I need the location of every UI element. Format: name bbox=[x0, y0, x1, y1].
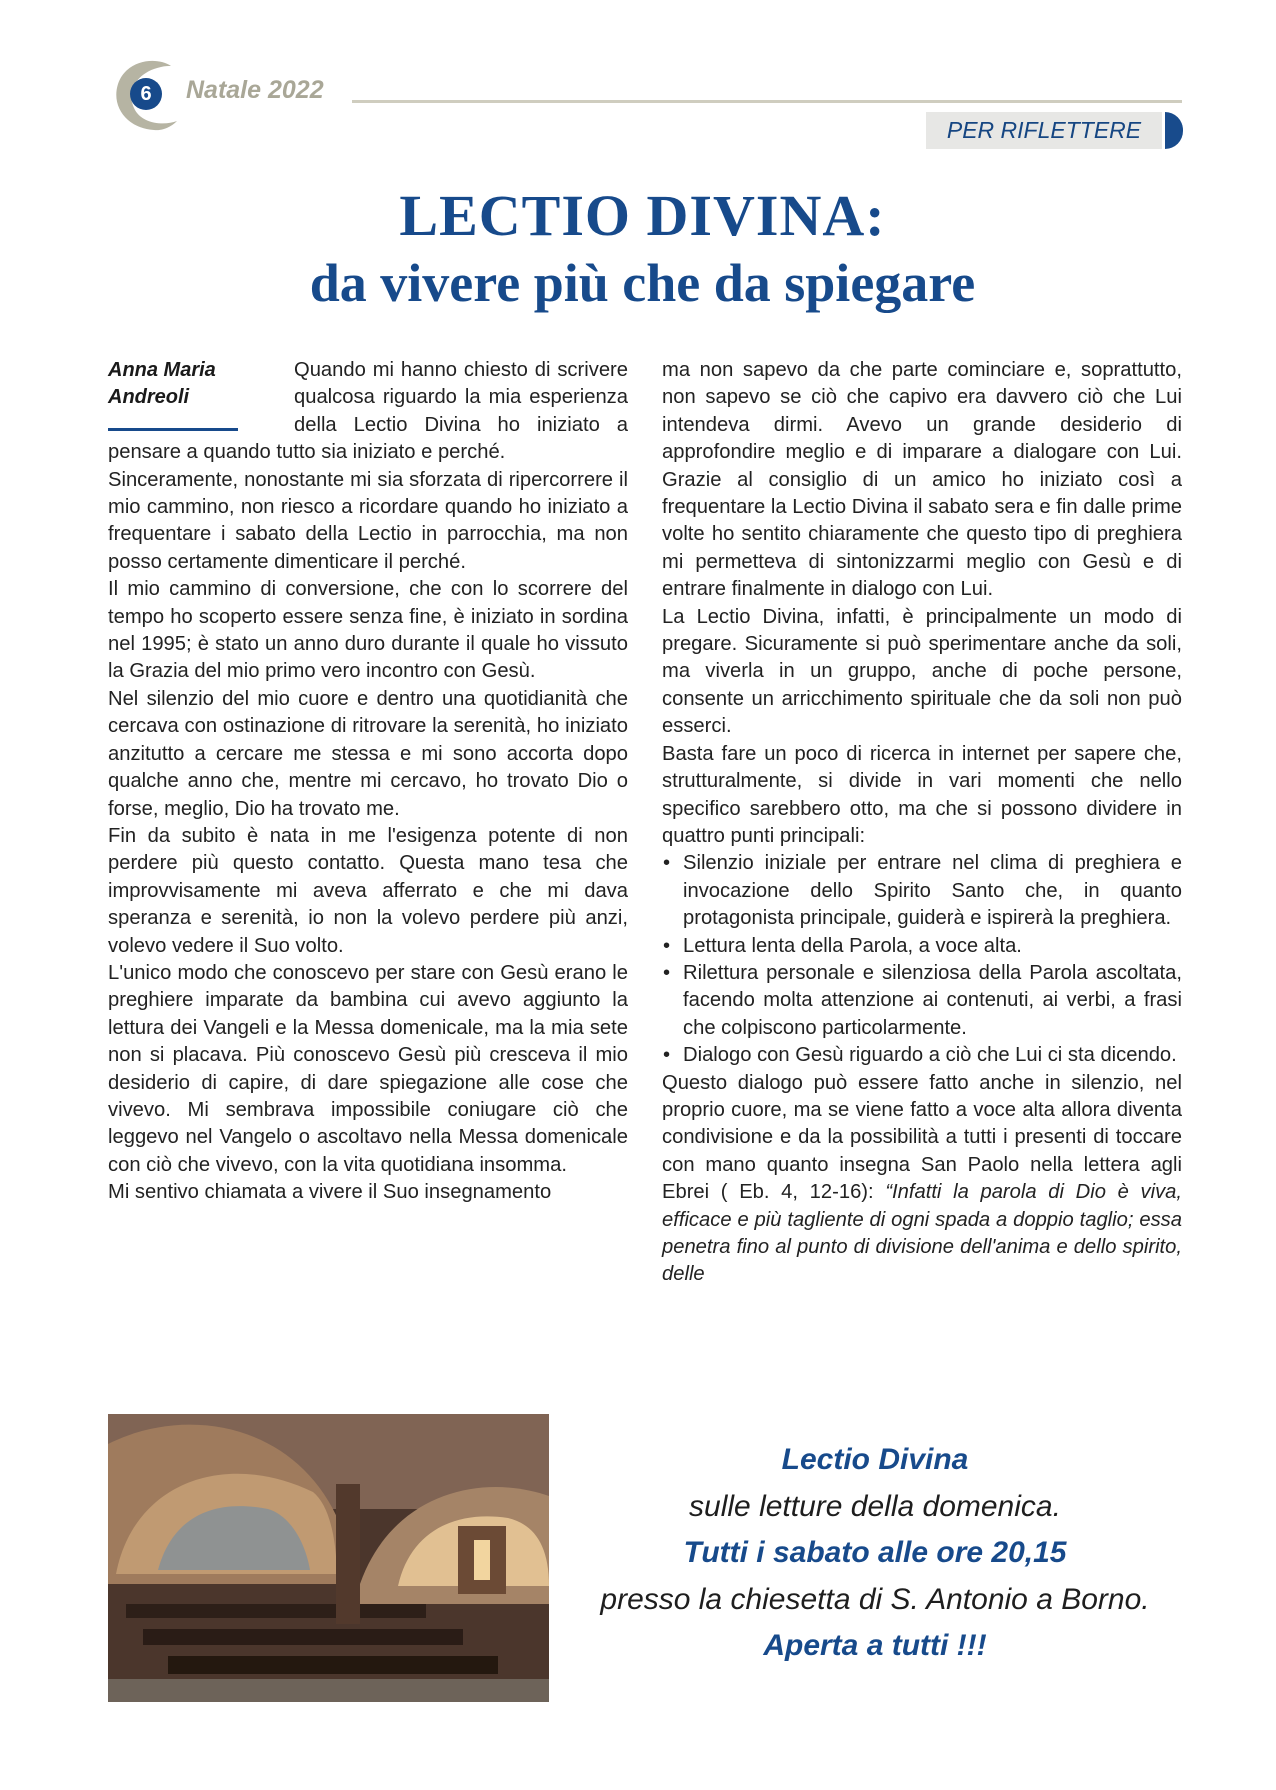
article-paragraph: Sinceramente, nonostante mi sia sforzata di ripercorrere il mio cammino, non riesco a ricordare quando ho iniziato a frequentare i sabato della Lectio in parrocchia, ma non posso certamente dimenticare il perché. bbox=[108, 468, 628, 573]
article-paragraph bbox=[662, 1070, 1182, 1289]
notice-subtitle: sulle letture della domenica. bbox=[689, 1489, 1061, 1523]
author-rule bbox=[108, 428, 238, 431]
article-subtitle: da vivere più che da spiegare bbox=[309, 253, 976, 313]
notice-open-to-all: Aperta a tutti !!! bbox=[763, 1629, 987, 1662]
article-paragraph: Nel silenzio del mio cuore e dentro una quotidianità che cercava con ostinazione di ritrovare la serenità, ho iniziato anzitutto a cercare me stessa e mi sono accorta dopo qualche anno che, mentre mi cercavo, ho trovato Dio o forse, meglio, Dio ha trovato me. bbox=[108, 687, 628, 820]
article-paragraph: Basta fare un poco di ricerca in internet per sapere che, strutturalmente, si divide in vari momenti che nello specifico sarebbero otto, ma che si possono dividere in quattro punti principali: bbox=[662, 742, 1182, 847]
author-byline bbox=[108, 357, 282, 431]
article-paragraph: ma non sapevo da che parte cominciare e, soprattutto, non sapevo se ciò che capivo era davvero ciò che Lui intendeva dirmi. Avevo un grande desiderio di approfondire meglio e di imparare a dialogare con Lui. Grazie al consiglio di un amico ho iniziato così a frequentare la Lectio Divina il sabato sera e fin dalle prime volte ho sentito chiaramente che questo tipo di preghiera mi permetteva di sintonizzarmi meglio con Gesù e di entrare finalmente in dialogo con Lui. bbox=[662, 359, 1182, 601]
church-interior-photo bbox=[108, 1414, 549, 1702]
list-item: • Dialogo con Gesù riguardo a ciò che Lui ci sta dicendo. bbox=[662, 1042, 1182, 1069]
header-rule bbox=[352, 100, 1182, 103]
page-number: 6 bbox=[130, 78, 162, 110]
article-paragraph: Mi sentivo chiamata a vivere il Suo insegnamento bbox=[108, 1181, 552, 1204]
article-column-left bbox=[108, 357, 628, 1207]
article-paragraph: L'unico modo che conoscevo per stare con Gesù erano le preghiere imparate da bambina cui avevo aggiunto la lettura dei Vangeli e la Messa domenicale, ma la mia sete non si placava. Più conoscevo Gesù più cresceva il mio desiderio di capire, di dare spiegazione alle cose che vivevo. Mi sembrava impossibile coniugare ciò che leggevo nel Vangelo o ascoltavo nella Messa domenicale con ciò che vivevo, con la vita quotidiana insomma. bbox=[108, 961, 628, 1176]
list-item: • Lettura lenta della Parola, a voce alta. bbox=[662, 933, 1182, 960]
article-column-right bbox=[662, 357, 1182, 1289]
issue-title: Natale 2022 bbox=[186, 76, 324, 104]
list-item: • Silenzio iniziale per entrare nel clima di preghiera e invocazione dello Spirito Santo che, in quanto protagonista principale, guiderà e ispirerà la preghiera. bbox=[662, 850, 1182, 932]
article-paragraph: La Lectio Divina, infatti, è principalmente un modo di pregare. Sicuramente si può sperimentare anche da soli, ma viverla in un gruppo, anche di poche persone, consente un arricchimento spirituale che da soli non può esserci. bbox=[662, 605, 1182, 738]
author-last-name: Andreoli bbox=[108, 386, 190, 409]
article-paragraph: Quando mi hanno chiesto di scrivere qualcosa riguardo la mia esperienza della Lectio Divina ho iniziato a pensare a quando tutto sia iniziato e perché. bbox=[108, 359, 628, 464]
closing-text: Questo dialogo può essere fatto anche in silenzio, nel proprio cuore, ma se viene fatto a voce alta allora diventa condivisione e da la possibilità a tutti i presenti di toccare con mano quanto insegna San Paolo nella lettera agli Ebrei ( Eb. 4, 12-16): bbox=[662, 1071, 1182, 1204]
scripture-quote: “Infatti la parola di Dio è viva, efficace e più tagliente di ogni spada a doppio taglio; essa penetra fino al punto di divisione dell'anima e dello spirito, delle bbox=[662, 1181, 1182, 1286]
author-first-name: Anna Maria bbox=[108, 359, 216, 381]
lectio-steps-list bbox=[662, 850, 1182, 1069]
article-paragraph: Fin da subito è nata in me l'esigenza potente di non perdere più questo contatto. Questa mano tesa che improvvisamente mi aveva afferrato e che mi dava speranza e serenità, io non la volevo perdere più anzi, volevo vedere il Suo volto. bbox=[108, 824, 628, 957]
schedule-notice bbox=[570, 1437, 1180, 1670]
section-tab bbox=[1165, 112, 1183, 149]
article-title: LECTIO DIVINA: bbox=[399, 183, 886, 248]
section-tag: PER RIFLETTERE bbox=[926, 112, 1162, 149]
notice-location: presso la chiesetta di S. Antonio a Borno. bbox=[600, 1582, 1150, 1616]
list-item: • Rilettura personale e silenziosa della Parola ascoltata, facendo molta attenzione ai contenuti, ai verbi, a frasi che colpiscono particolarmente. bbox=[662, 960, 1182, 1042]
notice-time: Tutti i sabato alle ore 20,15 bbox=[683, 1536, 1067, 1569]
notice-title: Lectio Divina bbox=[781, 1443, 969, 1476]
article-paragraph: Il mio cammino di conversione, che con lo scorrere del tempo ho scoperto essere senza fine, è iniziato in sordina nel 1995; è stato un anno duro durante il quale ho vissuto la Grazia del mio primo vero incontro con Gesù. bbox=[108, 578, 628, 683]
